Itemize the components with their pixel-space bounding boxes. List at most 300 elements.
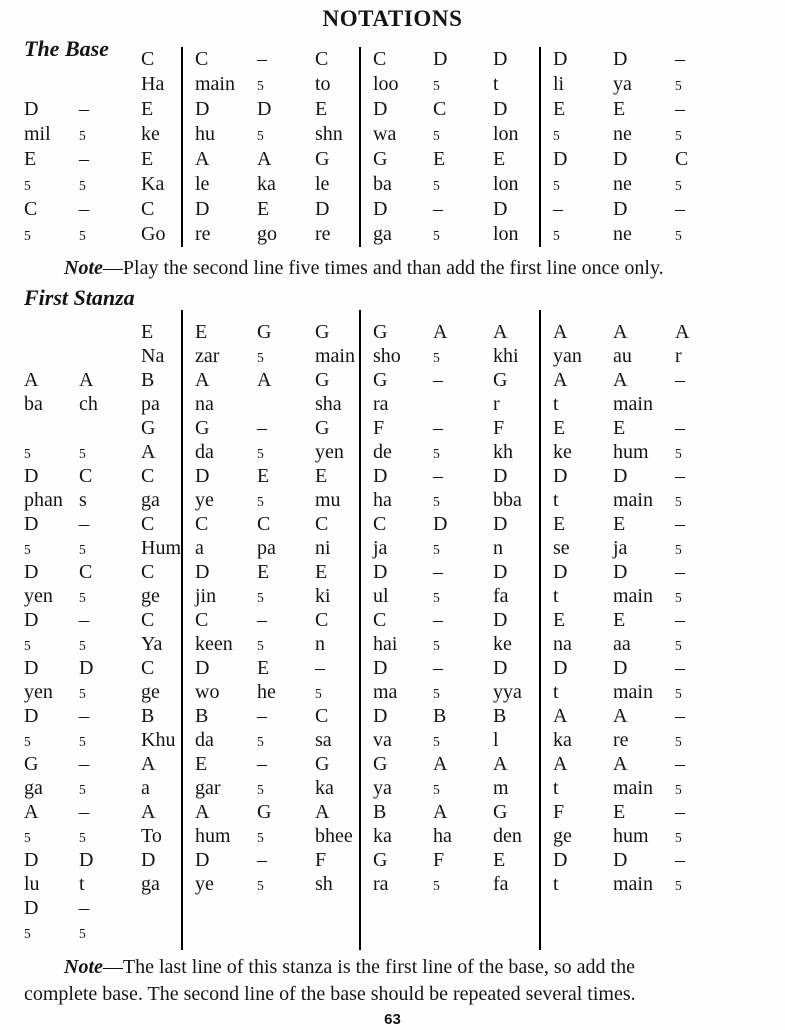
- notation-cell: hum: [195, 825, 231, 847]
- avagraha-sustain-symbol: 5: [553, 128, 560, 143]
- notation-cell: pa: [257, 537, 276, 559]
- notation-cell: li: [553, 73, 565, 95]
- notation-cell: [675, 824, 735, 848]
- notation-cell: r: [493, 393, 500, 415]
- avagraha-sustain-symbol: 5: [79, 446, 86, 461]
- notation-cell: C: [195, 48, 209, 70]
- notation-cell: C: [79, 561, 93, 583]
- notation-cell: E: [613, 609, 626, 631]
- notation-cell: –: [257, 849, 267, 871]
- notation-cell: Ha: [141, 73, 165, 95]
- notation-cell: C: [315, 705, 329, 727]
- notation-cell: ge: [141, 681, 160, 703]
- notation-cell: –: [79, 513, 89, 535]
- notation-cell: E: [315, 561, 328, 583]
- notation-cell: D: [195, 98, 210, 120]
- notation-cell: re: [195, 223, 211, 245]
- stanza-section-heading: First Stanza: [24, 285, 135, 310]
- notation-cell: le: [195, 173, 210, 195]
- notation-cell: –: [315, 657, 325, 679]
- avagraha-sustain-symbol: 5: [24, 734, 31, 749]
- notation-cell: lu: [24, 873, 40, 895]
- avagraha-sustain-symbol: 5: [675, 590, 682, 605]
- notation-cell: D: [141, 849, 156, 871]
- notation-cell: C: [141, 609, 155, 631]
- notation-cell: –: [257, 705, 267, 727]
- notation-cell: G: [315, 148, 330, 170]
- avagraha-sustain-symbol: 5: [79, 228, 86, 243]
- notation-cell: t: [493, 73, 499, 95]
- notation-cell: G: [24, 753, 39, 775]
- notation-cell: E: [315, 465, 328, 487]
- avagraha-sustain-symbol: 5: [433, 128, 440, 143]
- notation-cell: E: [553, 609, 566, 631]
- notation-cell: C: [141, 657, 155, 679]
- avagraha-sustain-symbol: 5: [24, 228, 31, 243]
- notation-cell: ke: [493, 633, 512, 655]
- notation-cell: A: [257, 148, 272, 170]
- first-stanza-notation-table: [24, 310, 735, 950]
- notation-cell: D: [493, 48, 508, 70]
- notation-cell: re: [613, 729, 629, 751]
- notation-cell: [433, 222, 493, 247]
- notation-cell: ha: [433, 825, 452, 847]
- notation-cell: D: [315, 198, 330, 220]
- notation-cell: F: [373, 417, 385, 439]
- notation-cell: –: [675, 753, 685, 775]
- notation-cell: D: [613, 198, 628, 220]
- notation-cell: [257, 584, 315, 608]
- notation-cell: ye: [195, 873, 214, 895]
- avagraha-sustain-symbol: 5: [433, 590, 440, 605]
- notation-cell: a: [141, 777, 150, 799]
- notation-cell: ke: [553, 441, 572, 463]
- notation-cell: ja: [373, 537, 388, 559]
- notation-cell: A: [24, 801, 39, 823]
- notation-cell: ge: [141, 585, 160, 607]
- avagraha-sustain-symbol: 5: [79, 128, 86, 143]
- base-section-heading: The Base: [24, 36, 109, 61]
- notation-cell: m: [493, 777, 509, 799]
- avagraha-sustain-symbol: 5: [433, 494, 440, 509]
- notation-cell: A: [553, 753, 568, 775]
- notation-cell: ga: [373, 223, 392, 245]
- notation-cell: [675, 536, 735, 560]
- notation-cell: –: [675, 48, 685, 70]
- notation-cell: –: [257, 417, 267, 439]
- notation-cell: ne: [613, 123, 632, 145]
- notation-cell: D: [24, 849, 39, 871]
- notation-cell: C: [141, 561, 155, 583]
- avagraha-sustain-symbol: 5: [257, 830, 264, 845]
- notation-cell: yen: [24, 585, 53, 607]
- avagraha-sustain-symbol: 5: [79, 590, 86, 605]
- notation-cell: [24, 632, 79, 656]
- notation-cell: yen: [24, 681, 53, 703]
- notation-cell: [433, 728, 493, 752]
- notation-cell: A: [613, 753, 628, 775]
- measure-separator-bar: [181, 310, 183, 950]
- notation-cell: A: [257, 369, 272, 391]
- notation-cell: –: [79, 897, 89, 919]
- notation-cell: ga: [141, 873, 160, 895]
- avagraha-sustain-symbol: 5: [433, 686, 440, 701]
- notation-cell: D: [24, 609, 39, 631]
- page-number: 63: [384, 1011, 401, 1028]
- avagraha-sustain-symbol: 5: [675, 686, 682, 701]
- notation-cell: C: [373, 48, 387, 70]
- notation-cell: F: [315, 849, 327, 871]
- avagraha-sustain-symbol: 5: [433, 178, 440, 193]
- notation-cell: A: [195, 801, 210, 823]
- notation-cell: ke: [141, 123, 160, 145]
- notation-cell: [675, 632, 735, 656]
- avagraha-sustain-symbol: 5: [675, 878, 682, 893]
- notation-cell: ra: [373, 873, 389, 895]
- notation-cell: [433, 122, 493, 147]
- notation-cell: phan: [24, 489, 63, 511]
- notation-cell: D: [553, 465, 568, 487]
- notation-cell: –: [675, 465, 685, 487]
- notation-cell: G: [493, 369, 508, 391]
- notation-cell: D: [257, 98, 272, 120]
- avagraha-sustain-symbol: 5: [433, 734, 440, 749]
- notation-cell: main: [613, 777, 653, 799]
- notation-cell: ki: [315, 585, 331, 607]
- notation-cell: –: [79, 753, 89, 775]
- avagraha-sustain-symbol: 5: [553, 178, 560, 193]
- notation-cell: main: [613, 489, 653, 511]
- notation-cell: D: [613, 561, 628, 583]
- notation-cell: A: [195, 369, 210, 391]
- notation-cell: ka: [257, 173, 276, 195]
- avagraha-sustain-symbol: 5: [24, 542, 31, 557]
- notation-cell: ge: [553, 825, 572, 847]
- notation-cell: C: [373, 513, 387, 535]
- notation-cell: G: [373, 148, 388, 170]
- notation-cell: B: [195, 705, 209, 727]
- notation-cell: yya: [493, 681, 522, 703]
- avagraha-sustain-symbol: 5: [79, 782, 86, 797]
- notation-cell: –: [675, 417, 685, 439]
- notation-cell: D: [79, 849, 94, 871]
- notation-cell: main: [613, 393, 653, 415]
- notation-cell: D: [373, 198, 388, 220]
- notation-cell: A: [613, 321, 628, 343]
- avagraha-sustain-symbol: 5: [675, 494, 682, 509]
- notation-cell: C: [141, 465, 155, 487]
- stanza-note: [0, 954, 785, 1008]
- notation-cell: [315, 680, 359, 704]
- notation-cell: C: [315, 48, 329, 70]
- notation-cell: –: [433, 465, 443, 487]
- notation-cell: le: [315, 173, 330, 195]
- avagraha-sustain-symbol: 5: [79, 686, 86, 701]
- notation-cell: [79, 440, 141, 464]
- notation-cell: [675, 680, 735, 704]
- notation-cell: –: [675, 801, 685, 823]
- notation-cell: va: [373, 729, 392, 751]
- notation-cell: A: [493, 321, 508, 343]
- notation-cell: A: [79, 369, 94, 391]
- avagraha-sustain-symbol: 5: [675, 542, 682, 557]
- notation-cell: A: [141, 753, 156, 775]
- notation-cell: [675, 172, 735, 197]
- notation-cell: [675, 72, 735, 97]
- notation-cell: G: [195, 417, 210, 439]
- notation-cell: A: [553, 321, 568, 343]
- notation-cell: –: [433, 609, 443, 631]
- notation-cell: [541, 222, 613, 247]
- notation-cell: D: [24, 561, 39, 583]
- notation-cell: ne: [613, 223, 632, 245]
- notation-cell: [79, 776, 141, 800]
- avagraha-sustain-symbol: 5: [79, 734, 86, 749]
- notation-cell: –: [433, 417, 443, 439]
- notation-cell: D: [24, 897, 39, 919]
- notation-cell: se: [553, 537, 570, 559]
- notation-cell: D: [373, 705, 388, 727]
- notation-cell: [79, 222, 141, 247]
- notation-cell: r: [675, 345, 682, 367]
- notation-cell: –: [79, 801, 89, 823]
- avagraha-sustain-symbol: 5: [79, 638, 86, 653]
- notation-cell: E: [257, 657, 270, 679]
- measure-separator-bar: [539, 310, 541, 950]
- base-notation-table: [24, 47, 735, 247]
- notation-cell: fa: [493, 585, 509, 607]
- notation-cell: wo: [195, 681, 220, 703]
- notation-cell: mil: [24, 123, 51, 145]
- avagraha-sustain-symbol: 5: [257, 590, 264, 605]
- notation-cell: E: [613, 98, 626, 120]
- notation-cell: keen: [195, 633, 233, 655]
- note-text: —Play the second line five times and than add the first line once only.: [102, 257, 664, 279]
- measure-separator-bar: [539, 47, 541, 247]
- notation-cell: A: [613, 705, 628, 727]
- avagraha-sustain-symbol: 5: [257, 638, 264, 653]
- notation-cell: ba: [24, 393, 43, 415]
- notation-cell: sha: [315, 393, 342, 415]
- notation-cell: [257, 488, 315, 512]
- notation-cell: aa: [613, 633, 631, 655]
- notation-cell: [433, 440, 493, 464]
- notation-cell: [433, 488, 493, 512]
- notation-cell: ha: [373, 489, 392, 511]
- notation-cell: E: [613, 417, 626, 439]
- notation-cell: G: [257, 321, 272, 343]
- notation-cell: den: [493, 825, 522, 847]
- notation-cell: [675, 222, 735, 247]
- avagraha-sustain-symbol: 5: [433, 446, 440, 461]
- notation-cell: D: [373, 98, 388, 120]
- notation-cell: ye: [195, 489, 214, 511]
- note-text-line1: —The last line of this stanza is the first line of the base, so add the: [102, 956, 635, 978]
- notation-cell: [257, 632, 315, 656]
- notation-cell: –: [433, 657, 443, 679]
- avagraha-sustain-symbol: 5: [79, 542, 86, 557]
- notation-cell: D: [493, 609, 508, 631]
- notation-cell: –: [675, 369, 685, 391]
- notation-cell: A: [675, 321, 690, 343]
- notation-cell: –: [433, 198, 443, 220]
- notation-cell: yan: [553, 345, 582, 367]
- notation-cell: E: [257, 198, 270, 220]
- avagraha-sustain-symbol: 5: [433, 878, 440, 893]
- notation-cell: C: [433, 98, 447, 120]
- notation-cell: D: [493, 513, 508, 535]
- notation-cell: [433, 872, 493, 896]
- notation-cell: B: [433, 705, 447, 727]
- avagraha-sustain-symbol: 5: [675, 446, 682, 461]
- notation-cell: E: [141, 98, 154, 120]
- notation-cell: A: [433, 753, 448, 775]
- note-text-line2: complete base. The second line of the base should be repeated several times.: [24, 983, 636, 1005]
- notation-cell: main: [613, 681, 653, 703]
- notation-cell: shn: [315, 123, 343, 145]
- avagraha-sustain-symbol: 5: [257, 78, 264, 93]
- avagraha-sustain-symbol: 5: [433, 350, 440, 365]
- notation-cell: To: [141, 825, 162, 847]
- notation-cell: Ya: [141, 633, 163, 655]
- notation-cell: E: [433, 148, 446, 170]
- avagraha-sustain-symbol: 5: [675, 734, 682, 749]
- notation-cell: [257, 776, 315, 800]
- notation-cell: go: [257, 223, 277, 245]
- notation-cell: ul: [373, 585, 389, 607]
- notation-cell: –: [675, 561, 685, 583]
- notation-cell: –: [675, 609, 685, 631]
- notation-cell: B: [141, 369, 155, 391]
- notation-cell: mu: [315, 489, 341, 511]
- notation-cell: D: [553, 849, 568, 871]
- notation-cell: [433, 172, 493, 197]
- notation-cell: D: [613, 465, 628, 487]
- notation-cell: G: [373, 849, 388, 871]
- notation-cell: D: [613, 48, 628, 70]
- notation-cell: E: [613, 801, 626, 823]
- notation-cell: zar: [195, 345, 220, 367]
- notation-cell: –: [553, 198, 563, 220]
- notation-cell: [24, 536, 79, 560]
- notation-cell: main: [613, 873, 653, 895]
- notation-cell: A: [24, 369, 39, 391]
- notation-cell: ba: [373, 173, 392, 195]
- notation-cell: D: [493, 657, 508, 679]
- notation-cell: [79, 584, 141, 608]
- notation-cell: C: [141, 198, 155, 220]
- notation-cell: E: [195, 753, 208, 775]
- notation-cell: –: [79, 98, 89, 120]
- notation-cell: –: [433, 561, 443, 583]
- notation-cell: G: [373, 753, 388, 775]
- notation-cell: [541, 122, 613, 147]
- notation-cell: [433, 776, 493, 800]
- notation-cell: lon: [493, 173, 519, 195]
- notation-cell: ja: [613, 537, 628, 559]
- notation-cell: A: [553, 369, 568, 391]
- avagraha-sustain-symbol: 5: [257, 128, 264, 143]
- notation-cell: G: [315, 753, 330, 775]
- notation-cell: E: [257, 465, 270, 487]
- notation-cell: –: [257, 753, 267, 775]
- notation-cell: D: [613, 657, 628, 679]
- notation-cell: F: [493, 417, 505, 439]
- notation-cell: ra: [373, 393, 389, 415]
- avagraha-sustain-symbol: 5: [553, 228, 560, 243]
- notation-cell: [675, 488, 735, 512]
- notation-cell: –: [257, 609, 267, 631]
- notation-cell: Hum: [141, 537, 181, 559]
- notation-cell: [24, 440, 79, 464]
- notation-cell: [257, 122, 315, 147]
- notation-cell: G: [373, 321, 388, 343]
- notation-cell: [675, 728, 735, 752]
- notation-cell: [24, 222, 79, 247]
- notation-cell: [79, 536, 141, 560]
- avagraha-sustain-symbol: 5: [675, 128, 682, 143]
- notation-cell: G: [315, 369, 330, 391]
- notation-cell: E: [315, 98, 328, 120]
- notation-cell: E: [141, 148, 154, 170]
- notation-cell: A: [553, 705, 568, 727]
- notation-cell: G: [315, 321, 330, 343]
- notation-cell: D: [24, 657, 39, 679]
- notation-cell: de: [373, 441, 392, 463]
- notation-cell: D: [493, 561, 508, 583]
- notation-cell: D: [373, 465, 388, 487]
- notation-cell: bba: [493, 489, 522, 511]
- notation-cell: ya: [613, 73, 632, 95]
- notation-cell: Ka: [141, 173, 165, 195]
- notation-cell: [24, 728, 79, 752]
- notation-cell: –: [79, 148, 89, 170]
- notation-cell: t: [553, 585, 559, 607]
- notation-cell: [433, 344, 493, 368]
- notation-cell: [541, 172, 613, 197]
- notation-cell: –: [79, 705, 89, 727]
- notation-cell: A: [315, 801, 330, 823]
- notation-cell: [675, 122, 735, 147]
- notation-cell: t: [79, 873, 85, 895]
- avagraha-sustain-symbol: 5: [675, 178, 682, 193]
- notation-cell: bhee: [315, 825, 353, 847]
- notation-cell: wa: [373, 123, 397, 145]
- notation-cell: D: [493, 465, 508, 487]
- avagraha-sustain-symbol: 5: [433, 638, 440, 653]
- avagraha-sustain-symbol: 5: [433, 228, 440, 243]
- notation-cell: jin: [195, 585, 217, 607]
- avagraha-sustain-symbol: 5: [675, 782, 682, 797]
- notation-cell: D: [195, 465, 210, 487]
- notation-cell: A: [433, 321, 448, 343]
- notation-cell: [24, 920, 79, 944]
- notation-cell: D: [373, 657, 388, 679]
- notation-cell: sho: [373, 345, 401, 367]
- notation-cell: loo: [373, 73, 399, 95]
- notation-cell: C: [141, 48, 155, 70]
- avagraha-sustain-symbol: 5: [433, 782, 440, 797]
- notation-cell: E: [24, 148, 37, 170]
- notation-cell: E: [141, 321, 154, 343]
- notation-cell: A: [195, 148, 210, 170]
- notation-cell: to: [315, 73, 331, 95]
- notation-cell: A: [493, 753, 508, 775]
- notation-cell: –: [79, 198, 89, 220]
- notation-cell: D: [195, 561, 210, 583]
- notation-cell: a: [195, 537, 204, 559]
- page-title: NOTATIONS: [322, 6, 463, 31]
